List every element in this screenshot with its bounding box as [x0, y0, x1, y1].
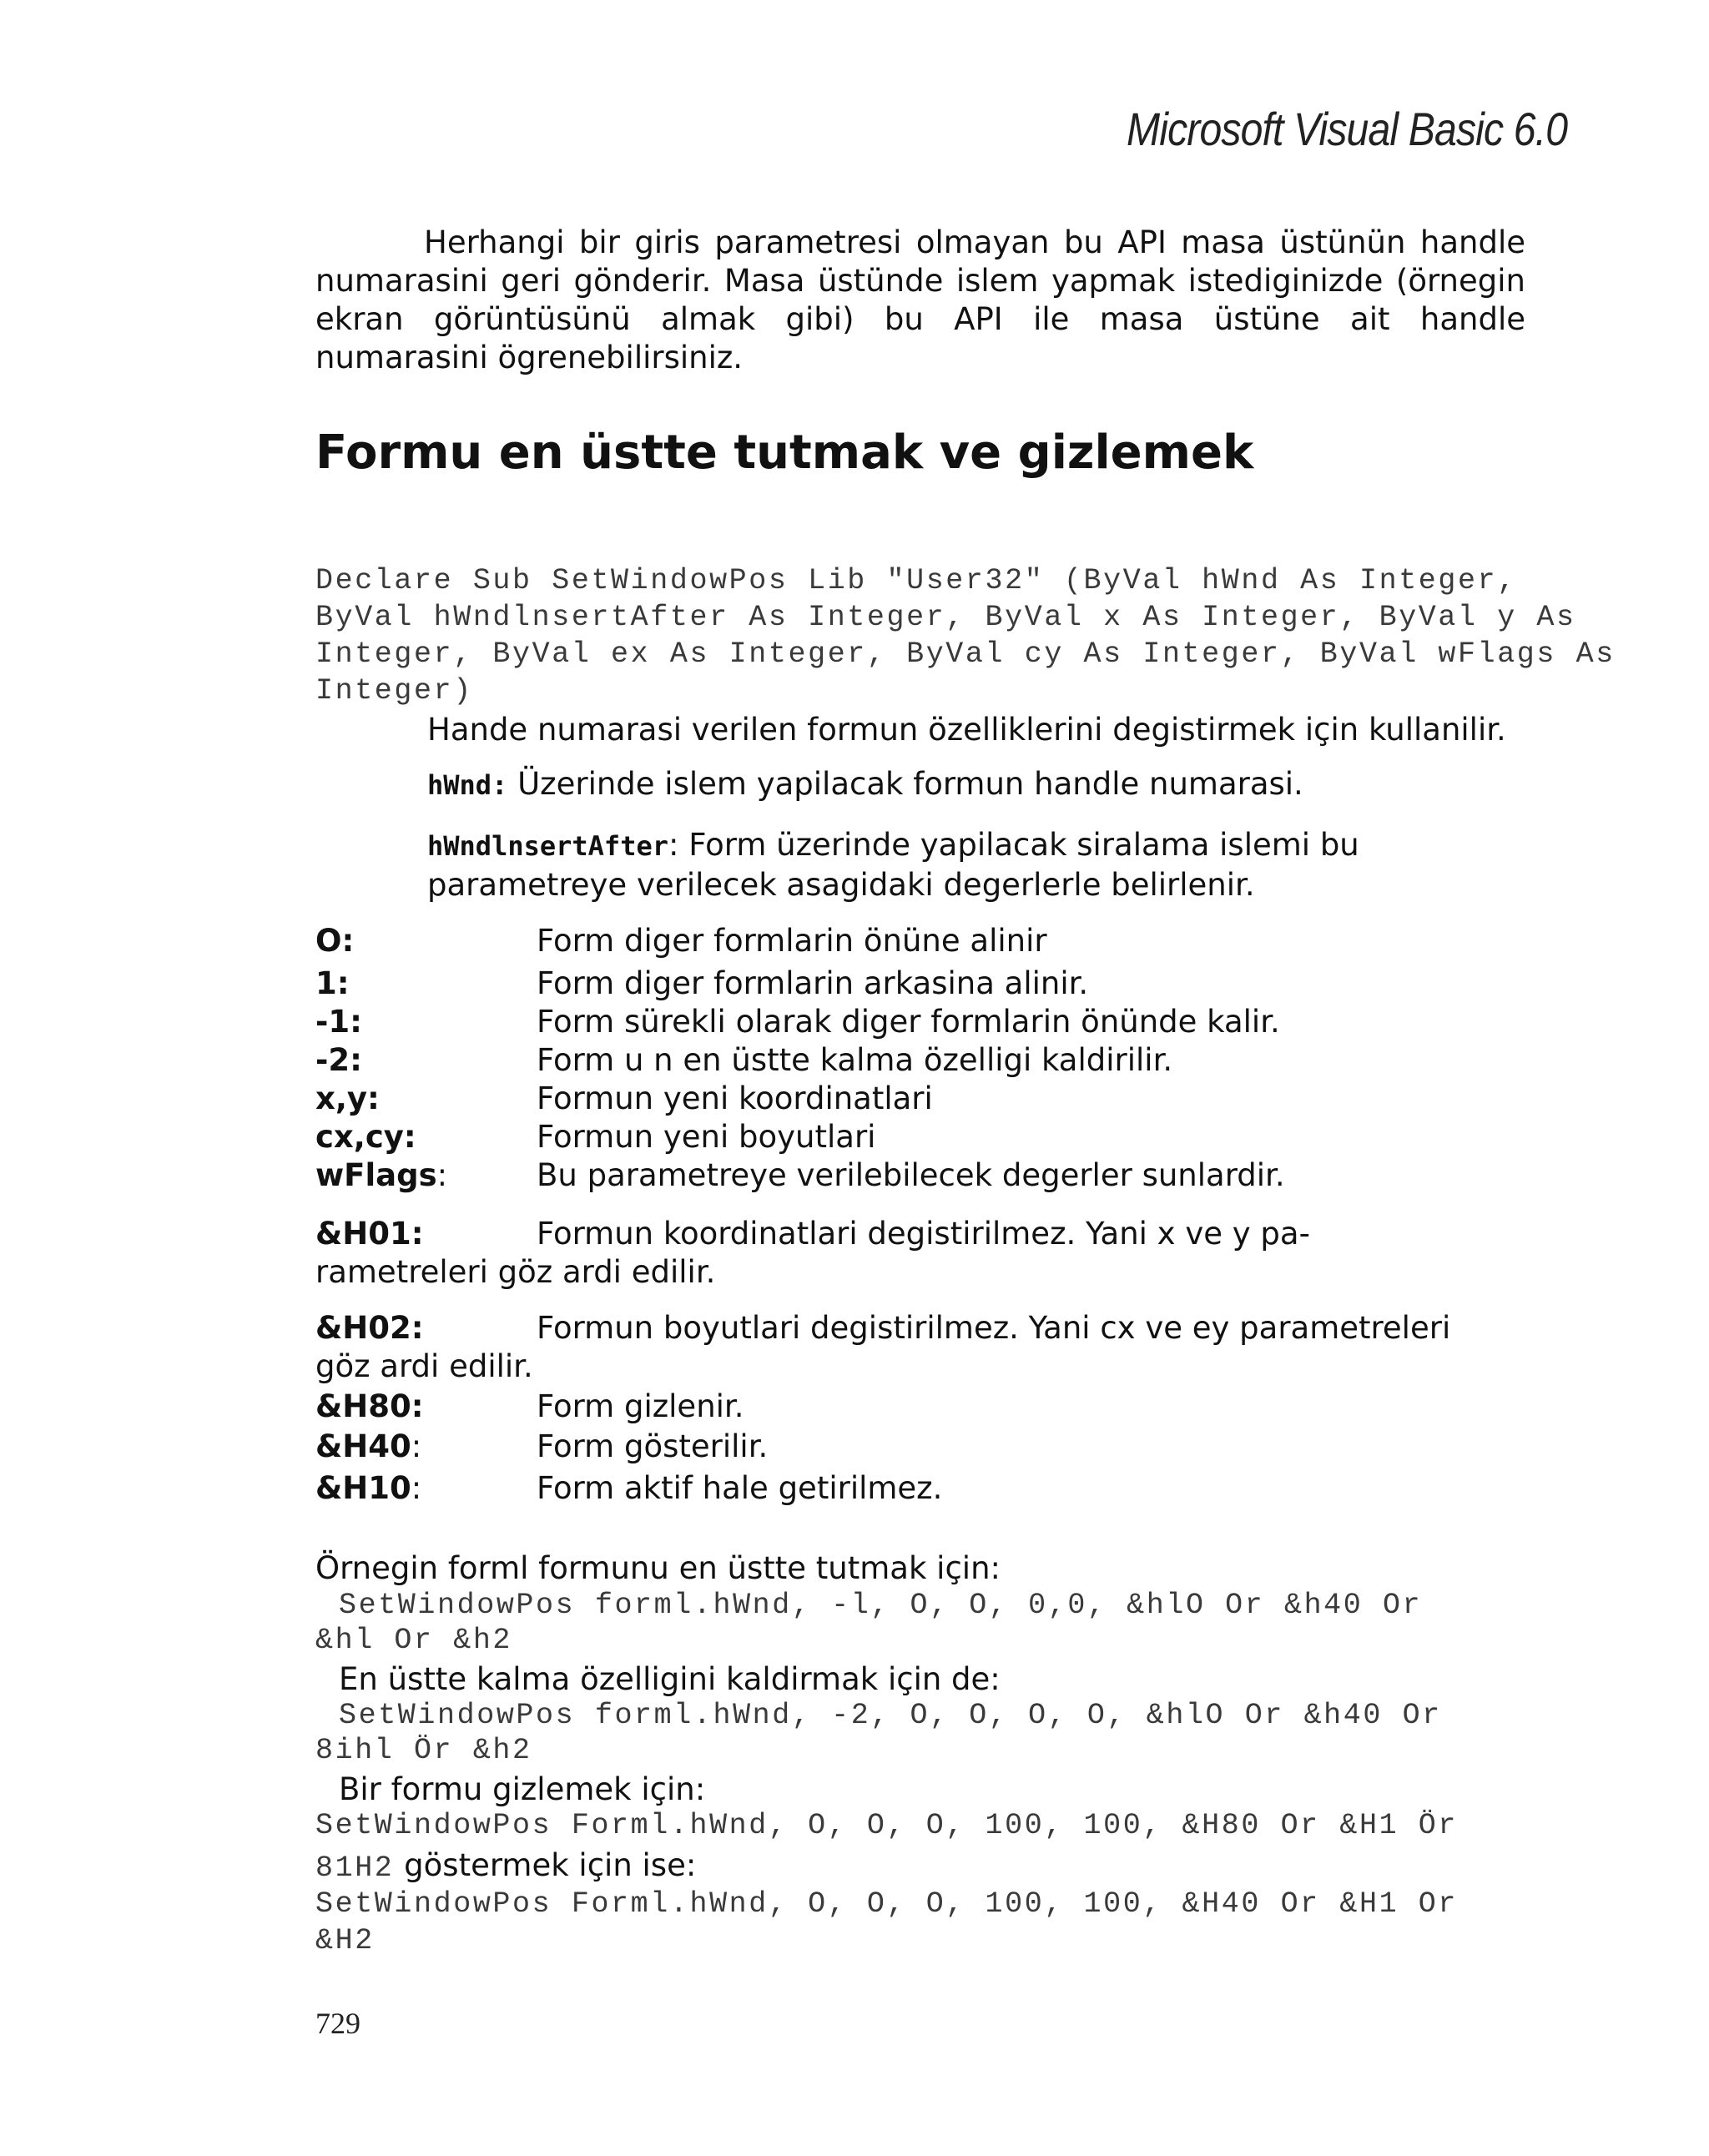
- flag-label: &H80:: [315, 1388, 424, 1424]
- example-code: &hl Or &h2: [315, 1624, 513, 1657]
- wflags-colon: :: [436, 1157, 448, 1193]
- intro-line: ekran görüntüsünü almak gibi) bu API ile masa üstüne ait handle: [315, 301, 1525, 337]
- intro-line: numarasini ögrenebilirsiniz.: [315, 340, 744, 375]
- section-heading: Formu en üstte tutmak ve gizlemek: [315, 426, 1254, 480]
- value-label: -2:: [315, 1042, 362, 1078]
- flag-text-cont: göz ardi edilir.: [315, 1348, 533, 1384]
- value-label-wflags: [315, 1157, 447, 1193]
- value-text: Form sürekli olarak diger formlarin önünde kalir.: [537, 1004, 1280, 1040]
- flag-text: Formun boyutlari degistirilmez. Yani cx ve ey parametreleri: [537, 1310, 1451, 1346]
- page-number: 729: [315, 2007, 360, 2040]
- example-code: SetWindowPos forml.hWnd, -l, O, O, 0,0, &hlO Or &h40 Or: [339, 1589, 1423, 1622]
- value-text: Formun yeni boyutlari: [537, 1119, 876, 1155]
- hwndinsert-term: hWndlnsertAfter: [427, 830, 668, 862]
- flag-text: Form gösterilir.: [537, 1428, 769, 1464]
- hwnd-term: hWnd:: [427, 769, 508, 801]
- hwndinsert-param: [427, 826, 1359, 865]
- example-code: &H2: [315, 1924, 375, 1957]
- value-text: Form u n en üstte kalma özelligi kaldirilir.: [537, 1042, 1173, 1078]
- flag-label-h40: [315, 1428, 421, 1464]
- intro-paragraph: [315, 224, 1525, 377]
- example-code-prefix: 81H2: [315, 1851, 395, 1885]
- value-label: x,y:: [315, 1081, 380, 1116]
- example-code: SetWindowPos forml.hWnd, -2, O, O, O, O, &hlO Or &h40 Or: [339, 1699, 1442, 1732]
- flag-label-h10: [315, 1470, 421, 1506]
- flag-colon: :: [411, 1470, 422, 1506]
- example-code: SetWindowPos Forml.hWnd, O, O, O, 100, 100, &H40 Or &H1 Or: [315, 1887, 1458, 1921]
- example-label-show: [315, 1846, 696, 1887]
- wflags-term: wFlags: [315, 1157, 437, 1193]
- declare-line: Integer, ByVal ex As Integer, ByVal cy As Integer, ByVal wFlags As: [315, 637, 1616, 671]
- declare-line: Declare Sub SetWindowPos Lib "User32" (ByVal hWnd As Integer,: [315, 564, 1517, 597]
- example-label-text: göstermek için ise:: [394, 1847, 697, 1883]
- flag-text-cont: rametreleri göz ardi edilir.: [315, 1254, 716, 1290]
- intro-line: Herhangi bir giris parametresi olmayan bu API masa üstünün handle: [424, 224, 1525, 260]
- flag-text: Formun koordinatlari degistirilmez. Yani x ve y pa-: [537, 1216, 1310, 1252]
- value-text: Formun yeni koordinatlari: [537, 1081, 933, 1116]
- example-label: En üstte kalma özelligini kaldirmak için de:: [339, 1661, 1001, 1697]
- flag-label: &H01:: [315, 1216, 424, 1252]
- example-label: Örnegin forml formunu en üstte tutmak için:: [315, 1550, 1001, 1586]
- hwndinsert-text: : Form üzerinde yapilacak siralama islemi bu: [668, 827, 1359, 863]
- flag-text: Form aktif hale getirilmez.: [537, 1470, 943, 1506]
- value-label: -1:: [315, 1004, 362, 1040]
- description-text: Hande numarasi verilen formun özelliklerini degistirmek için kullanilir.: [427, 712, 1506, 748]
- value-label: 1:: [315, 965, 350, 1001]
- flag-term: &H40: [315, 1428, 411, 1464]
- example-label: Bir formu gizlemek için:: [339, 1771, 706, 1807]
- hwnd-param: [427, 765, 1303, 804]
- example-code: SetWindowPos Forml.hWnd, O, O, O, 100, 100, &H80 Or &H1 Ör: [315, 1809, 1458, 1842]
- value-label: O:: [315, 923, 355, 959]
- intro-line: numarasini geri gönderir. Masa üstünde islem yapmak istediginizde (örnegin: [315, 263, 1525, 299]
- value-label: cx,cy:: [315, 1119, 416, 1155]
- value-text: Form diger formlarin arkasina alinir.: [537, 965, 1089, 1001]
- declare-line: Integer): [315, 674, 473, 708]
- flag-colon: :: [411, 1428, 422, 1464]
- value-text: Form diger formlarin önüne alinir: [537, 923, 1047, 959]
- value-text: Bu parametreye verilebilecek degerler sunlardir.: [537, 1157, 1285, 1193]
- example-code: 8ihl Ör &h2: [315, 1734, 532, 1767]
- declare-line: ByVal hWndlnsertAfter As Integer, ByVal x As Integer, ByVal y As: [315, 601, 1576, 634]
- hwndinsert-cont: parametreye verilecek asagidaki degerlerle belirlenir.: [427, 867, 1255, 903]
- hwnd-text: Üzerinde islem yapilacak formun handle numarasi.: [507, 766, 1303, 802]
- flag-term: &H10: [315, 1470, 411, 1506]
- flag-label: &H02:: [315, 1310, 424, 1346]
- running-header: Microsoft Visual Basic 6.0: [1126, 103, 1567, 155]
- flag-text: Form gizlenir.: [537, 1388, 744, 1424]
